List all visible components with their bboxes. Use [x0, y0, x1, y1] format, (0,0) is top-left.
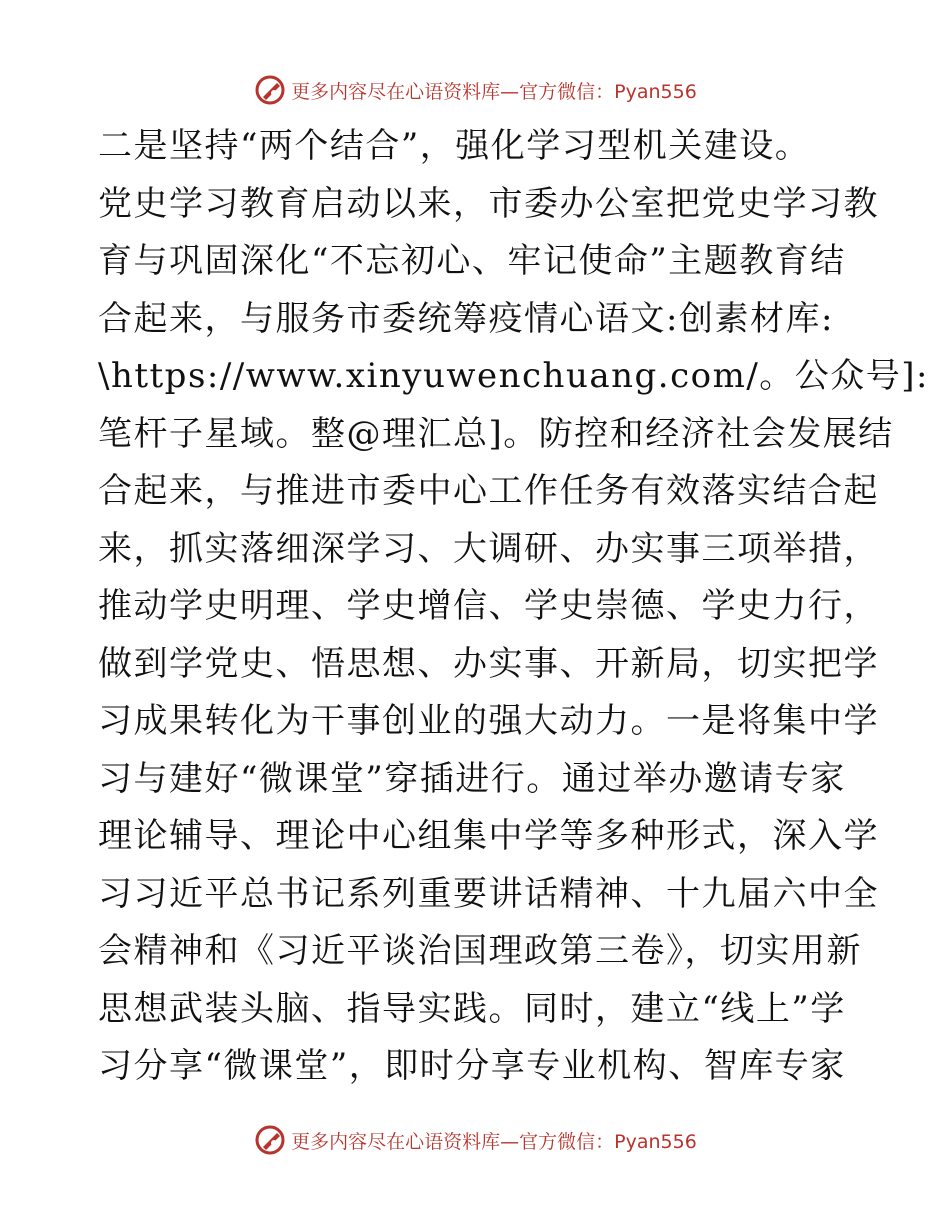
text-line: 党史学习教育启动以来，市委办公室把党史学习教 — [98, 183, 879, 224]
body-text — [98, 118, 930, 1096]
header-watermark — [0, 68, 950, 112]
text-line: 笔杆子星域。整@理汇总]。防控和经济社会发展结 — [98, 413, 894, 454]
text-line: \https://www.xinyuwenchuang.com/。公众号]: — [98, 356, 930, 396]
pen-logo-icon — [253, 73, 287, 107]
footer-watermark — [0, 1118, 950, 1162]
text-line: 推动学史明理、学史增信、学史崇德、学史力行， — [98, 586, 879, 626]
text-line: 习习近平总书记系列重要讲话精神、十九届六中全 — [98, 873, 879, 914]
text-line: 来，抓实落细深学习、大调研、办实事三项举措， — [98, 528, 879, 569]
text-line: 思想武装头脑、指导实践。同时，建立“线上”学 — [98, 988, 846, 1029]
text-line: 习分享“微课堂”，即时分享专业机构、智库专家 — [98, 1046, 846, 1086]
banner-text: 更多内容尽在心语资料库—官方微信：Pyan556 — [291, 80, 697, 103]
text-line: 二是坚持“两个结合”，强化学习型机关建设。 — [98, 126, 811, 166]
text-line: 理论辅导、理论中心组集中学等多种形式，深入学 — [98, 816, 879, 856]
text-line: 合起来，与推进市委中心工作任务有效落实结合起 — [98, 471, 879, 511]
text-line: 习与建好“微课堂”穿插进行。通过举办邀请专家 — [98, 758, 846, 799]
banner-text: 更多内容尽在心语资料库—官方微信：Pyan556 — [291, 1130, 697, 1153]
text-line: 会精神和《习近平谈治国理政第三卷》，切实用新 — [98, 931, 862, 971]
text-line: 合起来，与服务市委统筹疫情心语文:创素材库: — [98, 298, 834, 339]
pen-logo-icon — [253, 1123, 287, 1157]
text-line: 做到学党史、悟思想、办实事、开新局，切实把学 — [98, 643, 879, 684]
text-line: 习成果转化为干事创业的强大动力。一是将集中学 — [98, 701, 879, 741]
text-line: 育与巩固深化“不忘初心、牢记使命”主题教育结 — [98, 241, 846, 281]
